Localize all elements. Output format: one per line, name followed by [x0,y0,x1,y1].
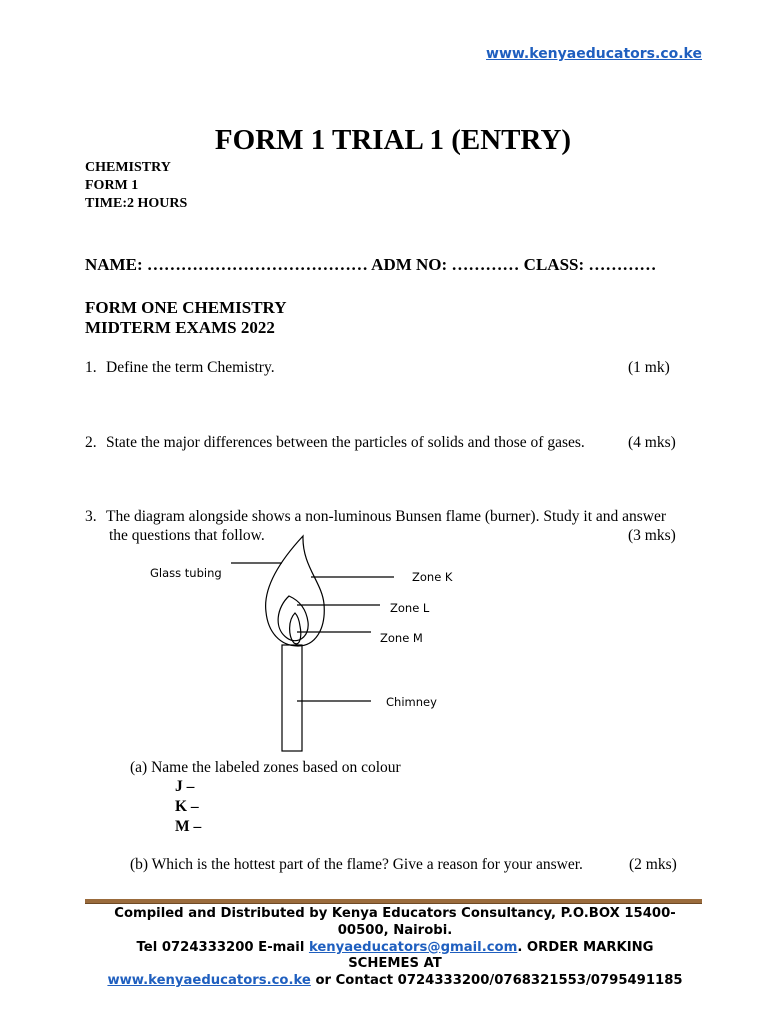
subject-label: CHEMISTRY [85,160,171,175]
student-details-line: NAME: ………………………………… ADM NO: ………… CLASS: ………… [85,255,657,274]
answer-item-k: K – [175,798,199,815]
label-chimney: Chimney [386,695,437,709]
footer-line-1: Compiled and Distributed by Kenya Educators Consultancy, P.O.BOX 15400- [114,906,676,921]
question-2-number: 2. [85,434,97,451]
question-2-text: State the major differences between the particles of solids and those of gases. [106,434,585,451]
sub-question-b-marks: (2 mks) [629,856,677,873]
footer-line-4: SCHEMES AT [348,956,442,972]
question-1-text: Define the term Chemistry. [106,359,275,376]
form-label: FORM 1 [85,178,139,193]
label-glass-tubing: Glass tubing [150,566,222,580]
middle-flame [278,596,308,641]
footer-email-link[interactable]: kenyaeducators@gmail.com [308,939,518,955]
question-3-text-cont: the questions that follow. [109,527,265,544]
footer-line-3 [80,940,710,957]
sub-question-a: (a) Name the labeled zones based on colour [130,759,401,776]
question-1-number: 1. [85,359,97,376]
question-3-number: 3. [85,508,97,525]
label-zone-m: Zone M [380,631,423,645]
footer-divider [85,899,702,904]
section-title-2: MIDTERM EXAMS 2022 [85,318,275,337]
label-zone-l: Zone L [390,601,430,615]
footer-website-link[interactable]: www.kenyaeducators.co.ke [107,973,311,989]
footer-line-2: 00500, Nairobi. [337,922,453,938]
sub-question-b: (b) Which is the hottest part of the flame? Give a reason for your answer. [130,856,583,873]
time-label: TIME:2 HOURS [85,196,188,211]
footer-line-5 [80,973,710,990]
footer-contact: or Contact 0724333200/0768321553/0795491185 [310,973,683,989]
footer-tel: Tel 0724333200 E-mail [136,939,309,955]
label-zone-k: Zone K [412,570,453,584]
footer [80,906,710,990]
header-website-link[interactable]: www.kenyaeducators.co.ke [486,46,702,62]
question-1-marks: (1 mk) [628,359,670,376]
section-title-1: FORM ONE CHEMISTRY [85,298,287,317]
answer-item-m: M – [175,818,202,835]
chimney-tube [282,645,302,751]
inner-flame [290,613,301,644]
question-3-marks: (3 mks) [628,527,676,544]
question-3-text: The diagram alongside shows a non-luminous Bunsen flame (burner). Study it and answer [106,508,667,525]
answer-item-j: J – [175,778,195,795]
question-2-marks: (4 mks) [628,434,676,451]
exam-title: FORM 1 TRIAL 1 (ENTRY) [214,124,572,156]
outer-flame [266,536,325,646]
footer-order-text: . ORDER MARKING [517,939,654,955]
